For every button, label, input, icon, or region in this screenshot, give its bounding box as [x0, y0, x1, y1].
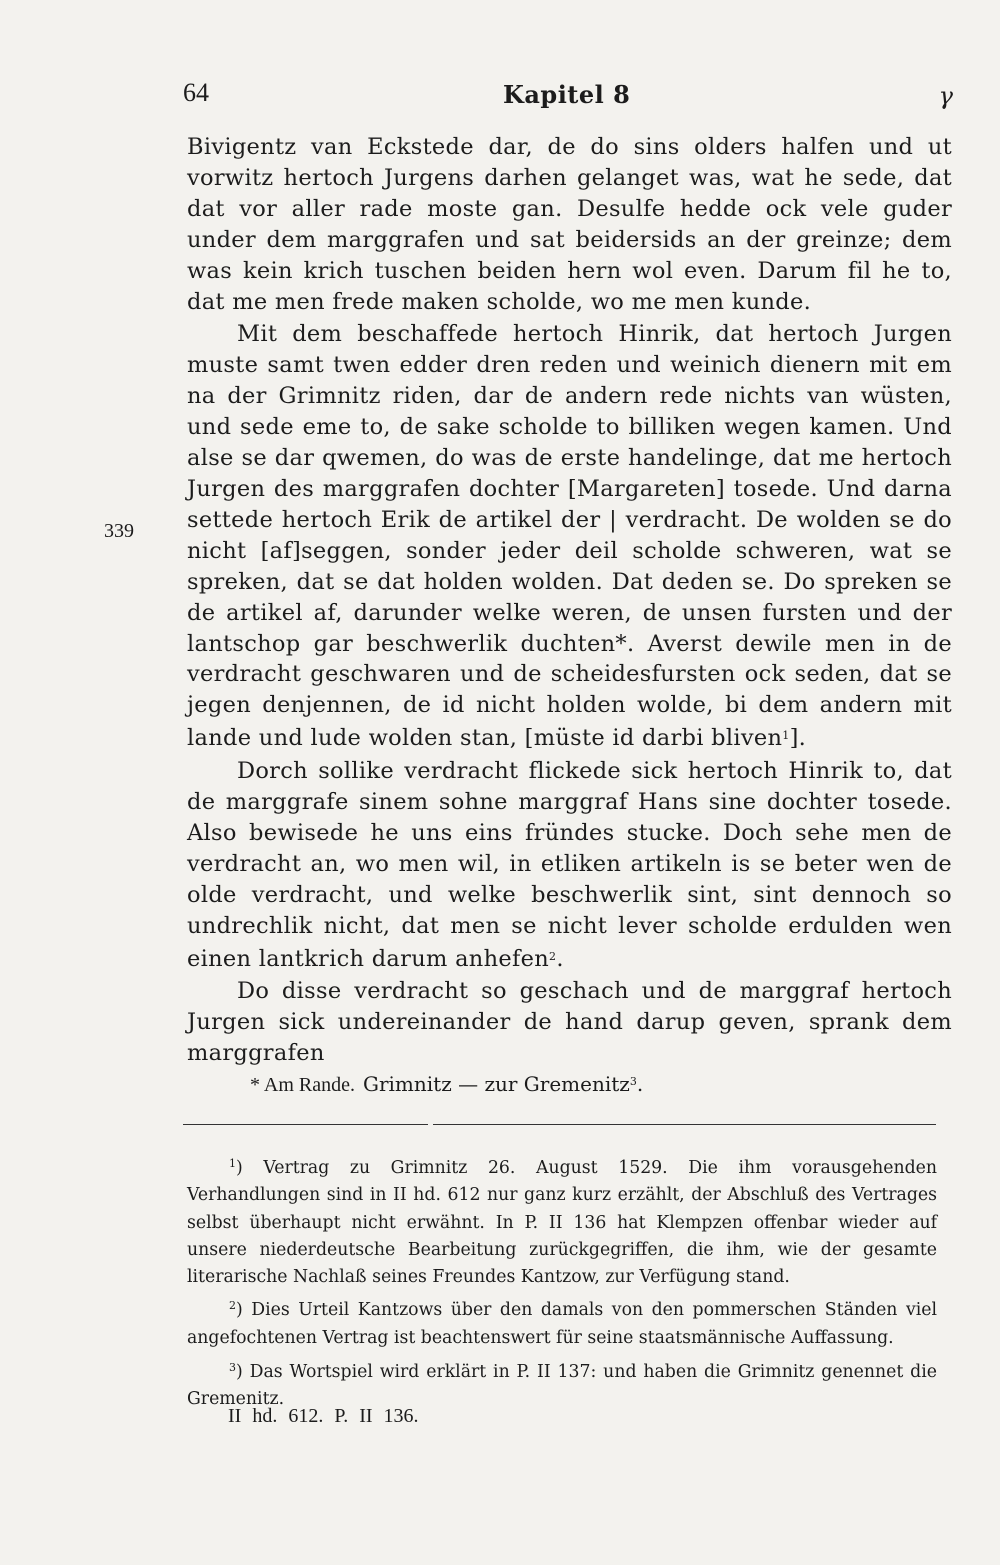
footnote-ref-3: 3 [629, 1075, 637, 1088]
footnote-3-mark: 3 [229, 1361, 236, 1375]
marginal-note [250, 1068, 950, 1099]
paragraph-1: Bivigentz van Eckstede dar, de do sins olders halfen und ut vorwitz hertoch Jurgens darhen gelanget was, wat he sede, dat dat vor aller rade moste gan. Desulfe hedde ock vele guder under dem marggrafen und sat beidersids an der greinze; dem was kein krich tuschen beiden hern wol even. Darum fil he to, dat me men frede maken scholde, wo me men kunde. [187, 134, 952, 315]
footnotes [187, 1150, 937, 1415]
footnote-2-text: ) Dies Urteil Kantzows über den damals von den pommerschen Ständen viel angefochtenen Vertrag ist beachtenswert für seine staatsmännische Auffassung. [187, 1300, 937, 1348]
footnote-1-mark: 1 [229, 1157, 236, 1170]
paragraph-3-text: Dorch sollike verdracht flickede sick hertoch Hinrik to, dat de marggrafe sinem sohne marggraf Hans sine dochter tosede. Also bewisede he uns eins fründes stucke. Doch sehe men de verdracht an, wo men wil, in etliken artikeln is se beter wen de olde verdracht, und welke beschwerlik sint, sint dennoch so undrechlik nicht, dat men se nicht lever scholde erdulden wen einen lantkrich darum anhefen [187, 758, 952, 972]
paragraph-2-text: Mit dem beschaffede hertoch Hinrik, dat hertoch Jurgen muste samt twen edder dren reden und weinich dienern mit em na der Grimnitz riden, dar de andern rede nichts van wüsten, und sede eme to, de sake scholde to billiken wegen kamen. Und alse se dar qwemen, do was de erste handelinge, dat me hertoch Jurgen des marggrafen dochter [Margareten] tosede. Und darna settede hertoch Erik de artikel der | verdracht. De wolden se do nicht [af]seggen, sonder jeder deil scholde schweren, wat se spreken, dat se dat holden wolden. Dat deden se. Do spreken se de artikel af, darunder welke weren, de unsen fursten und der lantschop gar beschwerlik duchten*. Averst dewile men in de verdracht geschwaren und de scheidesfursten ock seden, dat se jegen denjennen, de id nicht holden wolde, bi dem andern mit lande und lude wolden stan, [müste id darbi bliven [187, 321, 952, 752]
footnote-1 [187, 1150, 937, 1291]
footnote-1-text: ) Vertrag zu Grimnitz 26. August 1529. Die ihm vorausgehenden Verhandlungen sind in II hd. 612 nur ganz kurz erzählt, der Abschluß des Vertrages selbst überhaupt nicht erwähnt. In P. II 136 hat Klempzen offenbar wieder auf unsere niederdeutsche Bearbeitung zurückgegriffen, die ihm, wie der gesamte literarische Nachlaß seines Freundes Kantzow, zur Verfügung stand. [187, 1158, 937, 1288]
paragraph-4: Do disse verdracht so geschach und de marggraf hertoch Jurgen sick undereinander de hand darup geven, sprank dem marggrafen [187, 978, 952, 1067]
footnote-divider-left [183, 1124, 428, 1125]
footnote-3-text: ) Das Wortspiel wird erklärt in P. II 137: und haben die Grimnitz genennet die Gremenitz. [187, 1362, 937, 1410]
paragraph-3 [187, 756, 952, 974]
marginal-note-end: . [636, 1072, 644, 1096]
page-number: 64 [183, 78, 209, 107]
footnote-ref-2: 2 [549, 949, 557, 963]
footnote-ref-1: 1 [782, 729, 790, 743]
page-header [183, 78, 953, 114]
main-text [187, 132, 952, 1069]
source-reference: II hd. 612. P. II 136. [228, 1405, 419, 1427]
header-mark: γ [938, 82, 953, 110]
footnote-2-mark: 2 [229, 1299, 236, 1313]
paragraph-3-end: . [556, 945, 564, 972]
marginal-note-text: Grimnitz — zur Gremenitz [363, 1072, 630, 1096]
paragraph-2-end: ]. [789, 725, 807, 752]
marginal-note-label: * Am Rande. [250, 1074, 355, 1096]
footnote-2 [187, 1292, 937, 1352]
margin-line-number: 339 [104, 520, 134, 542]
running-title: Kapitel 8 [503, 80, 631, 109]
footnote-divider-right [433, 1124, 936, 1125]
paragraph-2 [187, 319, 952, 754]
